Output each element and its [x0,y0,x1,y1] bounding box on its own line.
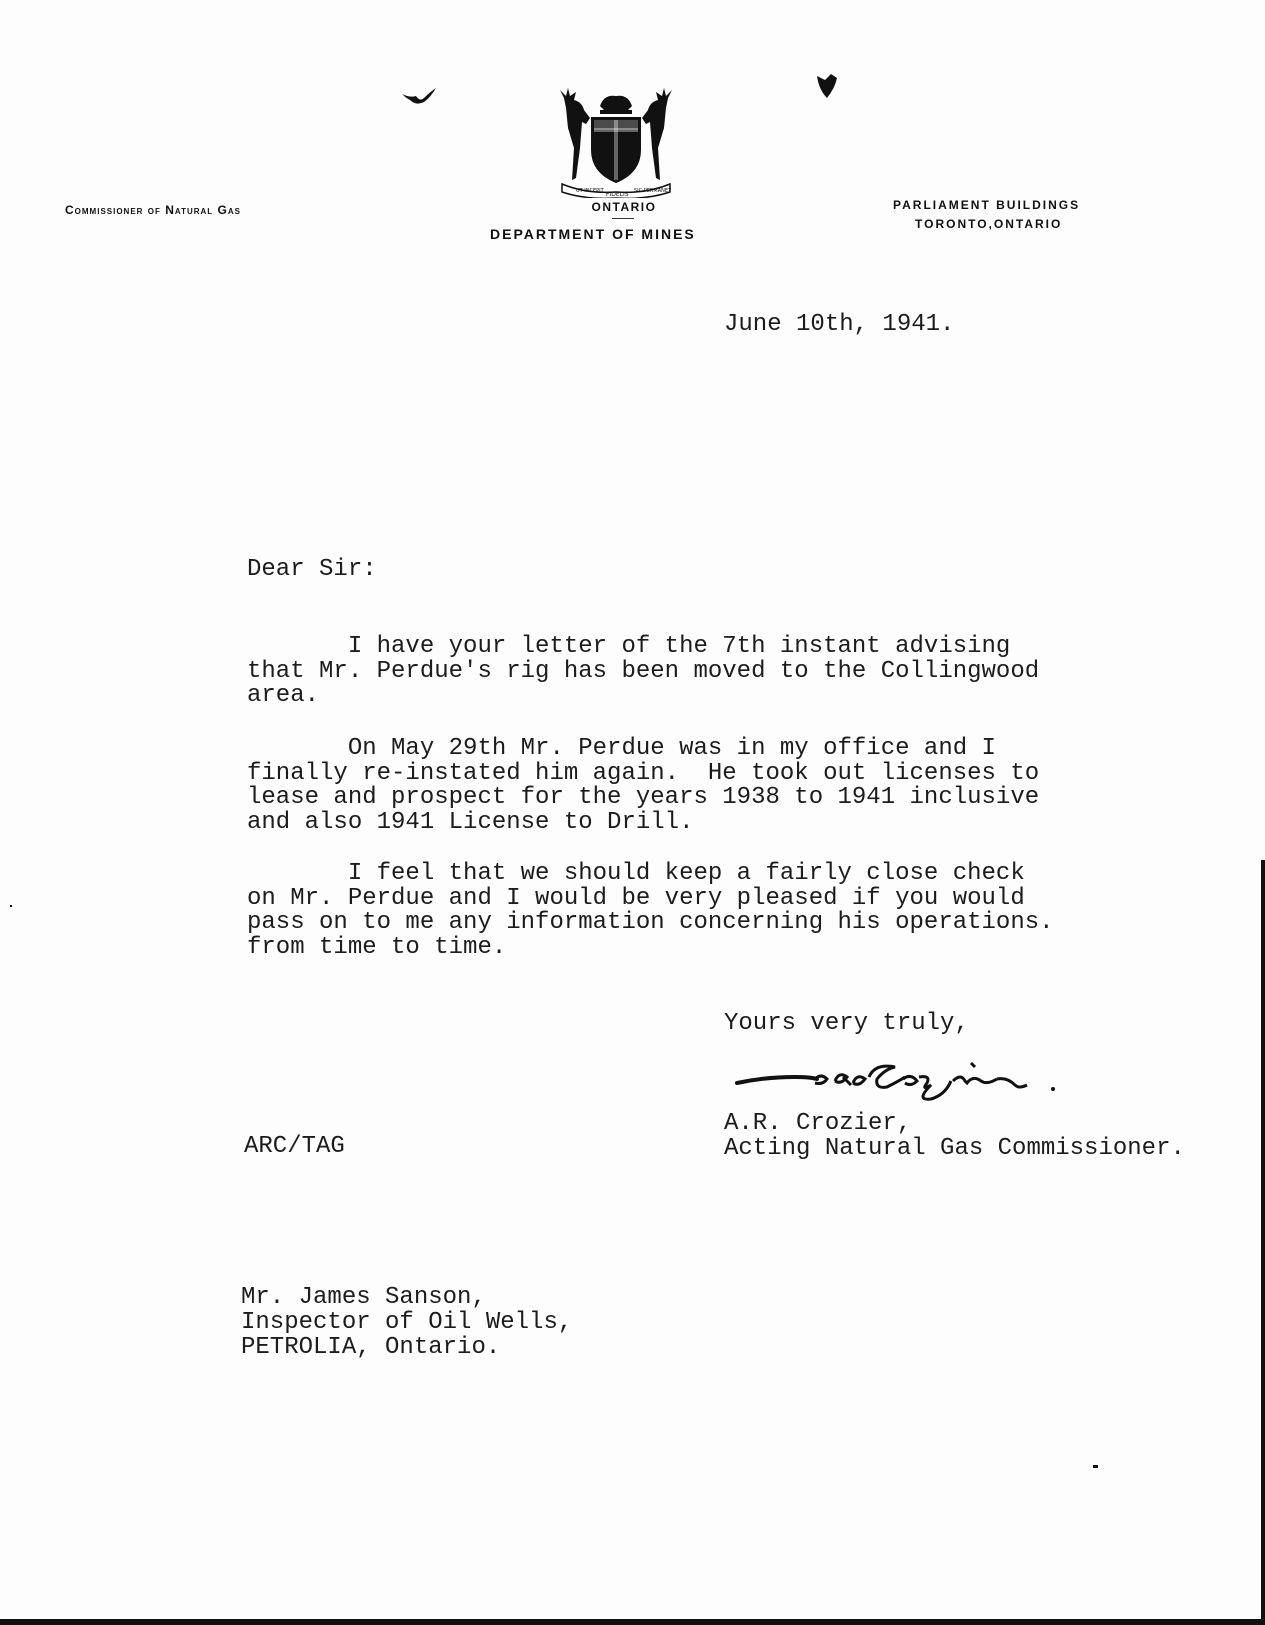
letter-date: June 10th, 1941. [724,311,955,338]
letterhead-address-line2: TORONTO,ONTARIO [915,217,1063,231]
crest-motto-left: UT INCEPIT [576,188,604,194]
letterhead-department: DEPARTMENT OF MINES [490,226,696,242]
paragraph-line: that Mr. Perdue's rig has been moved to the Collingwood [247,657,1040,685]
handwritten-signature [735,1055,1065,1105]
ink-blot-right [815,72,839,100]
paragraph-2 [247,737,1039,835]
letterhead-province: ONTARIO [591,200,657,214]
signer-title: Acting Natural Gas Commissioner. [724,1135,1185,1162]
paragraph-line: pass on to me any information concerning his operations. [247,909,1054,936]
speck-1 [1093,1465,1098,1468]
paragraph-line: area. [247,682,320,709]
paragraph-line: from time to time. [247,933,507,961]
paragraph-line: I have your letter of the 7th instant advising [247,633,1011,660]
reference-initials: ARC/TAG [244,1133,345,1160]
signer-name: A.R. Crozier, [724,1110,912,1137]
paragraph-line: and also 1941 License to Drill. [247,808,694,836]
paragraph-line: On May 29th Mr. Perdue was in my office and I [247,735,996,762]
salutation: Dear Sir: [247,556,377,583]
speck-2 [10,905,12,907]
paragraph-line: finally re-instated him again. He took out licenses to [247,759,1040,787]
scan-edge-bottom [0,1619,1265,1625]
paragraph-line: on Mr. Perdue and I would be very pleased if you would [247,884,1025,912]
ontario-coat-of-arms [556,88,676,198]
address-line: Inspector of Oil Wells, [241,1309,573,1336]
paragraph-line: lease and prospect for the years 1938 to 1941 inclusive [247,784,1040,811]
crest-motto-center: FIDELIS [606,191,629,198]
closing: Yours very truly, [724,1010,969,1037]
address-line: PETROLIA, Ontario. [241,1334,501,1361]
paragraph-3 [247,862,1054,960]
letterhead-address-line1: PARLIAMENT BUILDINGS [893,198,1081,212]
paragraph-1 [247,635,1039,709]
address-line: Mr. James Sanson, [241,1284,486,1311]
letterhead-divider [612,218,634,219]
paragraph-line: I feel that we should keep a fairly close check [247,860,1025,887]
scan-edge-right [1261,860,1265,1625]
crest-motto-right: SIC PERMANET [634,188,672,194]
ink-blot-left [400,86,438,108]
recipient-address [241,1285,572,1360]
letterhead-commissioner: Commissioner of Natural Gas [65,203,241,217]
